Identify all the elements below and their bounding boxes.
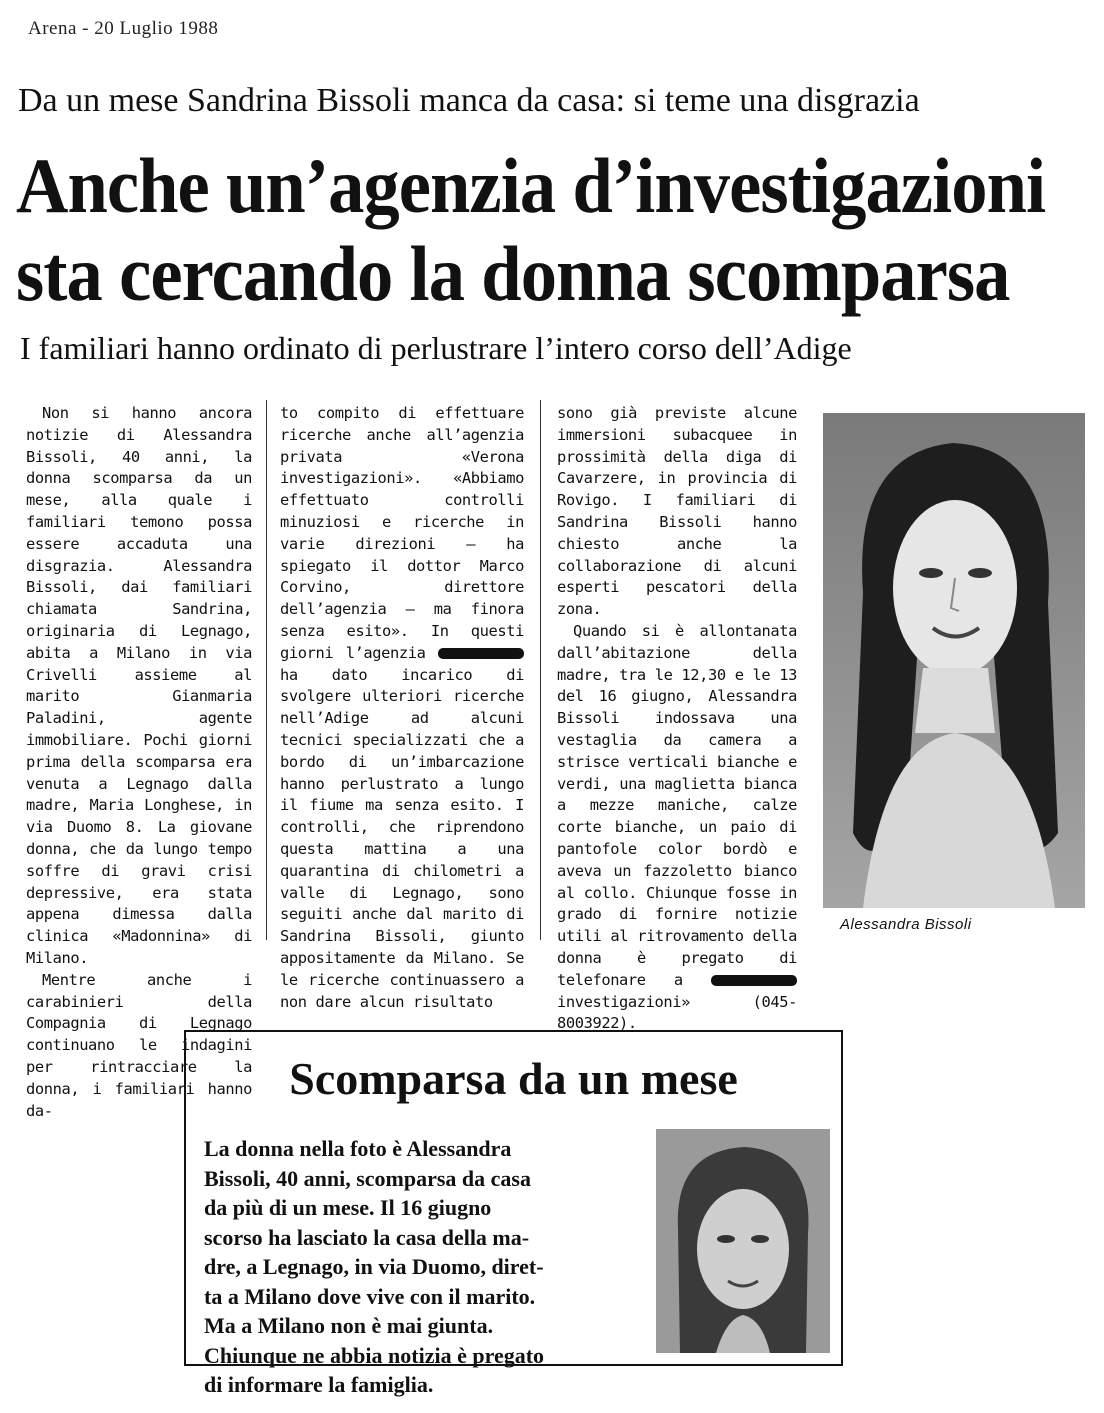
column-divider xyxy=(266,400,267,940)
headline xyxy=(16,142,1046,318)
article-text: ha dato incarico di svolgere ulteriori ricerche nell’Adige ad alcuni tecnici specializzati che a bordo di un’imbarcazione hanno perlustrato a lungo il fiume ma senza esito. I controlli, che riprendono questa mattina a una quarantina di chilometri a valle di Legnago, sono seguiti anche dal marito di Sandrina Bissoli, giunto appositamente da Milano. Se le ricerche continuassero a non dare alcun risultato xyxy=(280,665,524,1011)
article-column-2 xyxy=(280,403,524,1013)
article-text: investigazioni» (045-8003922). xyxy=(557,992,797,1033)
article-column-1 xyxy=(26,403,252,1122)
redaction-mark xyxy=(711,975,797,986)
notice-text: La donna nella foto è Alessandra Bissoli, 40 anni, scomparsa da casa da più di un mese. Il 16 giugno scorso ha lasciato la casa della ma- dre, a Legnago, in via Duomo, diret- ta a Milano dove vive con il marito. Ma a Milano non è mai giunta. Chiunque ne abbia notizia è pregato di informare la famiglia. xyxy=(204,1136,545,1397)
column-divider xyxy=(540,400,541,940)
notice-portrait-photo xyxy=(656,1129,830,1353)
headline-line-1: Anche un’agenzia d’investigazioni xyxy=(16,142,1046,229)
article-column-3 xyxy=(557,403,797,1035)
headline-line-2: sta cercando la donna scomparsa xyxy=(16,230,1010,317)
article-text: Quando si è allontanata dall’abitazione della madre, tra le 12,30 e le 13 del 16 giugno, Alessandra Bissoli indossava una vestaglia da camera a strisce verticali bianche e verdi, una maglietta bianca a mezze maniche, calze corte bianche, un paio di pantofole color bordò e aveva un fazzoletto bianco al collo. Chiunque fosse in grado di fornire notizie utili al ritrovamento della donna è pregato di telefonare a xyxy=(557,621,797,989)
notice-portrait-image xyxy=(656,1129,830,1353)
article-text: to compito di effettuare ricerche anche all’agenzia privata «Verona investigazioni». «Abbiamo effettuato controlli minuziosi e ricerche in varie direzioni — ha spiegato il dottor Marco Corvino, direttore dell’agenzia — ma finora senza esito». In questi giorni l’agenzia xyxy=(280,404,524,662)
notice-title: Scomparsa da un mese xyxy=(289,1053,738,1104)
kicker: Da un mese Sandrina Bissoli manca da casa: si teme una disgrazia xyxy=(18,82,920,119)
portrait-photo xyxy=(823,413,1085,908)
article-paragraph: Non si hanno ancora notizie di Alessandra Bissoli, 40 anni, la donna scomparsa da un mese, alla quale i familiari temono possa essere accaduta una disgrazia. Alessandra Bissoli, dai familiari chiamata Sandrina, originaria di Legnago, abita a Milano in via Crivelli assieme al marito Gianmaria Paladini, agente immobiliare. Pochi giorni prima della scomparsa era venuta a Legnago dalla madre, Maria Longhese, in via Duomo 8. La giovane donna, che da lungo tempo soffre di gravi crisi depressive, era stata appena dimessa dalla clinica «Madonnina» di Milano. xyxy=(26,404,252,967)
redaction-mark xyxy=(438,648,524,659)
subhead: I familiari hanno ordinato di perlustrare l’intero corso dell’Adige xyxy=(20,330,852,366)
article-paragraph xyxy=(557,621,797,1035)
article-paragraph: Mentre anche i carabinieri della Compagnia di Legnago continuano le indagini per rintracciare la donna, i familiari hanno da- xyxy=(26,970,252,1120)
article-paragraph: sono già previste alcune immersioni subacquee in prossimità della diga di Cavarzere, in provincia di Rovigo. I familiari di Sandrina Bissoli hanno chiesto anche la collaborazione di alcuni esperti pescatori della zona. xyxy=(557,404,797,619)
portrait-photo-image xyxy=(823,413,1085,908)
missing-notice-box xyxy=(184,1030,843,1397)
article-paragraph xyxy=(280,403,524,1013)
photo-caption: Alessandra Bissoli xyxy=(840,916,972,933)
source-line: Arena - 20 Luglio 1988 xyxy=(28,18,219,39)
